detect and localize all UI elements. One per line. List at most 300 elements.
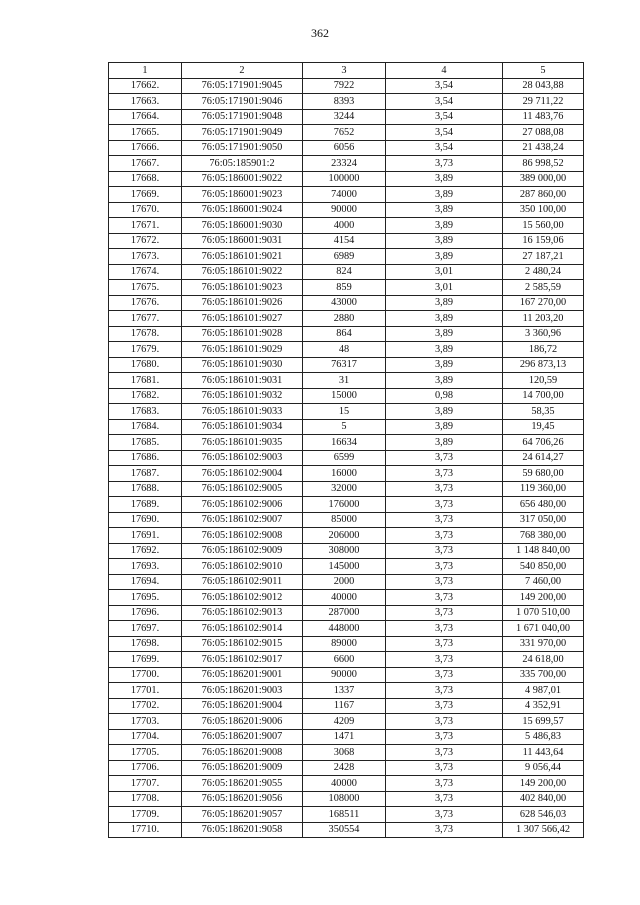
table-cell: 628 546,03	[503, 807, 584, 823]
column-header: 5	[503, 63, 584, 79]
table-cell: 17687.	[109, 466, 182, 482]
table-cell: 2880	[303, 311, 386, 327]
table-row	[109, 326, 584, 342]
table-cell: 3,54	[386, 109, 503, 125]
table-cell: 17702.	[109, 698, 182, 714]
table-cell: 17690.	[109, 512, 182, 528]
table-cell: 287 860,00	[503, 187, 584, 203]
table-cell: 17692.	[109, 543, 182, 559]
table-cell: 15000	[303, 388, 386, 404]
table-cell: 76:05:186101:9035	[182, 435, 303, 451]
table-row	[109, 187, 584, 203]
table-cell: 3,73	[386, 528, 503, 544]
table-row	[109, 745, 584, 761]
table-cell: 3,01	[386, 280, 503, 296]
table-cell: 5 486,83	[503, 729, 584, 745]
table-cell: 3,73	[386, 760, 503, 776]
page-number: 362	[311, 26, 329, 40]
table-cell: 27 187,21	[503, 249, 584, 265]
table-cell: 86 998,52	[503, 156, 584, 172]
table-row	[109, 342, 584, 358]
table-row	[109, 822, 584, 838]
table-cell: 350554	[303, 822, 386, 838]
table-cell: 76:05:186101:9022	[182, 264, 303, 280]
table-cell: 3,73	[386, 481, 503, 497]
table-cell: 19,45	[503, 419, 584, 435]
table-cell: 3,89	[386, 233, 503, 249]
table-row	[109, 652, 584, 668]
table-cell: 120,59	[503, 373, 584, 389]
table-cell: 3,89	[386, 295, 503, 311]
table-cell: 3,73	[386, 466, 503, 482]
table-cell: 149 200,00	[503, 590, 584, 606]
column-header: 2	[182, 63, 303, 79]
table-header	[109, 63, 584, 79]
table-cell: 76:05:186201:9056	[182, 791, 303, 807]
table-cell: 76:05:186102:9008	[182, 528, 303, 544]
table-row	[109, 280, 584, 296]
table-cell: 4 987,01	[503, 683, 584, 699]
table-cell: 3,73	[386, 559, 503, 575]
table-cell: 3,73	[386, 698, 503, 714]
table-cell: 17698.	[109, 636, 182, 652]
column-header: 1	[109, 63, 182, 79]
table-cell: 76:05:186102:9014	[182, 621, 303, 637]
table-cell: 90000	[303, 202, 386, 218]
table-cell: 3,89	[386, 357, 503, 373]
table-cell: 76:05:186001:9024	[182, 202, 303, 218]
table-cell: 76:05:186201:9001	[182, 667, 303, 683]
table-cell: 864	[303, 326, 386, 342]
table-cell: 1 148 840,00	[503, 543, 584, 559]
table-cell: 859	[303, 280, 386, 296]
table-cell: 76:05:186101:9029	[182, 342, 303, 358]
table-row	[109, 466, 584, 482]
table-cell: 402 840,00	[503, 791, 584, 807]
table-row	[109, 698, 584, 714]
table-cell: 335 700,00	[503, 667, 584, 683]
table-cell: 76:05:186102:9010	[182, 559, 303, 575]
table-row	[109, 419, 584, 435]
table-cell: 24 618,00	[503, 652, 584, 668]
table-cell: 17700.	[109, 667, 182, 683]
table-cell: 16 159,06	[503, 233, 584, 249]
table-cell: 17662.	[109, 78, 182, 94]
table-cell: 76:05:186102:9012	[182, 590, 303, 606]
table-cell: 3,73	[386, 636, 503, 652]
table-cell: 76:05:186201:9009	[182, 760, 303, 776]
table-cell: 3,73	[386, 776, 503, 792]
table-cell: 43000	[303, 295, 386, 311]
table-cell: 3,73	[386, 590, 503, 606]
table-cell: 76:05:186101:9023	[182, 280, 303, 296]
table-cell: 76:05:186201:9006	[182, 714, 303, 730]
table-cell: 17691.	[109, 528, 182, 544]
table-cell: 17676.	[109, 295, 182, 311]
table-cell: 3,89	[386, 435, 503, 451]
table-cell: 76:05:171901:9046	[182, 94, 303, 110]
table-cell: 76:05:186102:9003	[182, 450, 303, 466]
table-cell: 76:05:186201:9057	[182, 807, 303, 823]
table-cell: 2 480,24	[503, 264, 584, 280]
table-cell: 76:05:186101:9033	[182, 404, 303, 420]
table-cell: 76:05:186201:9058	[182, 822, 303, 838]
table-cell: 3,73	[386, 822, 503, 838]
table-row	[109, 94, 584, 110]
table-row	[109, 450, 584, 466]
table-cell: 6600	[303, 652, 386, 668]
table-row	[109, 776, 584, 792]
table-cell: 17684.	[109, 419, 182, 435]
table-row	[109, 249, 584, 265]
table-cell: 145000	[303, 559, 386, 575]
table-cell: 3,54	[386, 125, 503, 141]
table-cell: 14 700,00	[503, 388, 584, 404]
table-row	[109, 574, 584, 590]
table-cell: 5	[303, 419, 386, 435]
table-cell: 17704.	[109, 729, 182, 745]
table-row	[109, 683, 584, 699]
table-row	[109, 559, 584, 575]
table-cell: 21 438,24	[503, 140, 584, 156]
table-cell: 3,73	[386, 497, 503, 513]
table-cell: 3,89	[386, 404, 503, 420]
table-cell: 17708.	[109, 791, 182, 807]
table-cell: 1337	[303, 683, 386, 699]
table-cell: 76:05:186201:9004	[182, 698, 303, 714]
table-row	[109, 388, 584, 404]
table-cell: 824	[303, 264, 386, 280]
table-cell: 17697.	[109, 621, 182, 637]
table-cell: 90000	[303, 667, 386, 683]
table-cell: 3,54	[386, 140, 503, 156]
table-cell: 3,73	[386, 574, 503, 590]
table-cell: 76:05:171901:9050	[182, 140, 303, 156]
table-cell: 3,89	[386, 218, 503, 234]
table-row	[109, 357, 584, 373]
table-cell: 15	[303, 404, 386, 420]
table-cell: 76:05:186101:9027	[182, 311, 303, 327]
table-cell: 2 585,59	[503, 280, 584, 296]
table-row	[109, 140, 584, 156]
table-cell: 76:05:186102:9006	[182, 497, 303, 513]
table-cell: 3068	[303, 745, 386, 761]
table-cell: 76:05:186102:9004	[182, 466, 303, 482]
table-cell: 17686.	[109, 450, 182, 466]
table-cell: 168511	[303, 807, 386, 823]
table-cell: 3,73	[386, 683, 503, 699]
table-cell: 108000	[303, 791, 386, 807]
table-cell: 76:05:186001:9030	[182, 218, 303, 234]
table-row	[109, 264, 584, 280]
table-cell: 58,35	[503, 404, 584, 420]
table-cell: 3,73	[386, 621, 503, 637]
table-cell: 3,89	[386, 249, 503, 265]
table-cell: 149 200,00	[503, 776, 584, 792]
table-cell: 317 050,00	[503, 512, 584, 528]
table-cell: 3,73	[386, 729, 503, 745]
table-cell: 1 307 566,42	[503, 822, 584, 838]
table-cell: 17666.	[109, 140, 182, 156]
table-cell: 17707.	[109, 776, 182, 792]
table-cell: 3,73	[386, 543, 503, 559]
data-table	[108, 62, 584, 838]
table-cell: 76317	[303, 357, 386, 373]
table-cell: 3,01	[386, 264, 503, 280]
table-cell: 768 380,00	[503, 528, 584, 544]
table-cell: 76:05:186102:9015	[182, 636, 303, 652]
table-cell: 76:05:186102:9011	[182, 574, 303, 590]
table-cell: 23324	[303, 156, 386, 172]
column-header: 4	[386, 63, 503, 79]
table-cell: 16634	[303, 435, 386, 451]
table-cell: 167 270,00	[503, 295, 584, 311]
table-cell: 15 699,57	[503, 714, 584, 730]
table-row	[109, 435, 584, 451]
table-cell: 76:05:186001:9031	[182, 233, 303, 249]
table-cell: 76:05:186001:9022	[182, 171, 303, 187]
table-cell: 9 056,44	[503, 760, 584, 776]
table-cell: 119 360,00	[503, 481, 584, 497]
table-cell: 17682.	[109, 388, 182, 404]
table-row	[109, 729, 584, 745]
table-cell: 7 460,00	[503, 574, 584, 590]
table-cell: 17688.	[109, 481, 182, 497]
table-cell: 17673.	[109, 249, 182, 265]
table-cell: 17681.	[109, 373, 182, 389]
table-cell: 76:05:186102:9005	[182, 481, 303, 497]
table-row	[109, 202, 584, 218]
table-cell: 296 873,13	[503, 357, 584, 373]
table-cell: 76:05:186201:9007	[182, 729, 303, 745]
table-cell: 17710.	[109, 822, 182, 838]
table-cell: 27 088,08	[503, 125, 584, 141]
table-cell: 85000	[303, 512, 386, 528]
table-cell: 76:05:186001:9023	[182, 187, 303, 203]
table-cell: 1 671 040,00	[503, 621, 584, 637]
table-cell: 76:05:186101:9031	[182, 373, 303, 389]
table-row	[109, 714, 584, 730]
table-cell: 3,73	[386, 807, 503, 823]
table-cell: 3,73	[386, 667, 503, 683]
table-cell: 31	[303, 373, 386, 389]
table-row	[109, 171, 584, 187]
table-cell: 17665.	[109, 125, 182, 141]
table-cell: 76:05:186102:9013	[182, 605, 303, 621]
table-row	[109, 233, 584, 249]
table-cell: 17679.	[109, 342, 182, 358]
table-cell: 17689.	[109, 497, 182, 513]
table-cell: 4000	[303, 218, 386, 234]
table-cell: 17678.	[109, 326, 182, 342]
table-cell: 3,73	[386, 652, 503, 668]
table-cell: 28 043,88	[503, 78, 584, 94]
table-cell: 76:05:186101:9034	[182, 419, 303, 435]
table-cell: 3,89	[386, 419, 503, 435]
table-cell: 74000	[303, 187, 386, 203]
table-cell: 3,73	[386, 714, 503, 730]
table-cell: 3 360,96	[503, 326, 584, 342]
table-cell: 76:05:171901:9045	[182, 78, 303, 94]
table-cell: 17694.	[109, 574, 182, 590]
table-cell: 4209	[303, 714, 386, 730]
table-cell: 7652	[303, 125, 386, 141]
table-cell: 206000	[303, 528, 386, 544]
table-cell: 11 483,76	[503, 109, 584, 125]
table-row	[109, 497, 584, 513]
table-cell: 17709.	[109, 807, 182, 823]
table-row	[109, 590, 584, 606]
table-cell: 17668.	[109, 171, 182, 187]
table-cell: 3,73	[386, 605, 503, 621]
table-cell: 76:05:186201:9055	[182, 776, 303, 792]
table-cell: 76:05:171901:9048	[182, 109, 303, 125]
table-cell: 15 560,00	[503, 218, 584, 234]
table-cell: 76:05:186102:9009	[182, 543, 303, 559]
table-row	[109, 636, 584, 652]
table-cell: 4 352,91	[503, 698, 584, 714]
table-cell: 6056	[303, 140, 386, 156]
table-cell: 59 680,00	[503, 466, 584, 482]
table-cell: 17669.	[109, 187, 182, 203]
table-cell: 3,89	[386, 171, 503, 187]
table-cell: 76:05:186101:9026	[182, 295, 303, 311]
table-cell: 4154	[303, 233, 386, 249]
table-cell: 17706.	[109, 760, 182, 776]
table-cell: 76:05:186102:9007	[182, 512, 303, 528]
table-cell: 76:05:186102:9017	[182, 652, 303, 668]
table-cell: 0,98	[386, 388, 503, 404]
table-cell: 3244	[303, 109, 386, 125]
table-cell: 331 970,00	[503, 636, 584, 652]
table-cell: 540 850,00	[503, 559, 584, 575]
table-cell: 3,73	[386, 791, 503, 807]
table-cell: 3,73	[386, 450, 503, 466]
table-cell: 76:05:185901:2	[182, 156, 303, 172]
table-cell: 308000	[303, 543, 386, 559]
table-cell: 24 614,27	[503, 450, 584, 466]
table-cell: 2428	[303, 760, 386, 776]
table-cell: 29 711,22	[503, 94, 584, 110]
table-cell: 17695.	[109, 590, 182, 606]
table-cell: 389 000,00	[503, 171, 584, 187]
table-cell: 7922	[303, 78, 386, 94]
table-cell: 76:05:186201:9008	[182, 745, 303, 761]
table-cell: 1471	[303, 729, 386, 745]
table-cell: 2000	[303, 574, 386, 590]
table-cell: 17675.	[109, 280, 182, 296]
column-header: 3	[303, 63, 386, 79]
table-row	[109, 218, 584, 234]
table-row	[109, 125, 584, 141]
table-cell: 32000	[303, 481, 386, 497]
table-cell: 656 480,00	[503, 497, 584, 513]
table-cell: 1167	[303, 698, 386, 714]
table-cell: 76:05:186201:9003	[182, 683, 303, 699]
table-cell: 17693.	[109, 559, 182, 575]
table-row	[109, 807, 584, 823]
table-row	[109, 404, 584, 420]
table-cell: 17667.	[109, 156, 182, 172]
table-cell: 3,54	[386, 94, 503, 110]
table-cell: 350 100,00	[503, 202, 584, 218]
table-cell: 6989	[303, 249, 386, 265]
table-cell: 64 706,26	[503, 435, 584, 451]
table-cell: 17671.	[109, 218, 182, 234]
table-cell: 76:05:186101:9028	[182, 326, 303, 342]
table-row	[109, 605, 584, 621]
table-row	[109, 543, 584, 559]
table-cell: 17705.	[109, 745, 182, 761]
table-cell: 76:05:171901:9049	[182, 125, 303, 141]
table-cell: 100000	[303, 171, 386, 187]
table-row	[109, 311, 584, 327]
table-cell: 17683.	[109, 404, 182, 420]
table-cell: 11 443,64	[503, 745, 584, 761]
table-cell: 176000	[303, 497, 386, 513]
table-cell: 17664.	[109, 109, 182, 125]
table-cell: 3,89	[386, 326, 503, 342]
table-cell: 17699.	[109, 652, 182, 668]
table-cell: 11 203,20	[503, 311, 584, 327]
table-cell: 3,54	[386, 78, 503, 94]
table-cell: 8393	[303, 94, 386, 110]
table-cell: 40000	[303, 776, 386, 792]
table-row	[109, 295, 584, 311]
table-cell: 17674.	[109, 264, 182, 280]
table-cell: 3,89	[386, 342, 503, 358]
table-cell: 17663.	[109, 94, 182, 110]
table-cell: 16000	[303, 466, 386, 482]
table-cell: 17696.	[109, 605, 182, 621]
table-row	[109, 512, 584, 528]
table-row	[109, 760, 584, 776]
table-cell: 186,72	[503, 342, 584, 358]
table-cell: 3,73	[386, 512, 503, 528]
table-cell: 17701.	[109, 683, 182, 699]
header-row	[109, 63, 584, 79]
table-cell: 1 070 510,00	[503, 605, 584, 621]
table-cell: 17672.	[109, 233, 182, 249]
table-row	[109, 528, 584, 544]
table-cell: 76:05:186101:9030	[182, 357, 303, 373]
table-row	[109, 156, 584, 172]
table-row	[109, 621, 584, 637]
table-cell: 17670.	[109, 202, 182, 218]
table-cell: 17677.	[109, 311, 182, 327]
table-cell: 6599	[303, 450, 386, 466]
table-cell: 448000	[303, 621, 386, 637]
table-cell: 17703.	[109, 714, 182, 730]
table-cell: 3,89	[386, 373, 503, 389]
table-row	[109, 667, 584, 683]
table-cell: 3,73	[386, 745, 503, 761]
table-cell: 76:05:186101:9032	[182, 388, 303, 404]
table-cell: 3,89	[386, 187, 503, 203]
table-row	[109, 791, 584, 807]
table-cell: 76:05:186101:9021	[182, 249, 303, 265]
table-row	[109, 481, 584, 497]
table-cell: 3,89	[386, 202, 503, 218]
table-body	[109, 78, 584, 838]
table-cell: 48	[303, 342, 386, 358]
table-cell: 17680.	[109, 357, 182, 373]
table-row	[109, 109, 584, 125]
table-row	[109, 78, 584, 94]
table-cell: 89000	[303, 636, 386, 652]
table-cell: 17685.	[109, 435, 182, 451]
table-row	[109, 373, 584, 389]
